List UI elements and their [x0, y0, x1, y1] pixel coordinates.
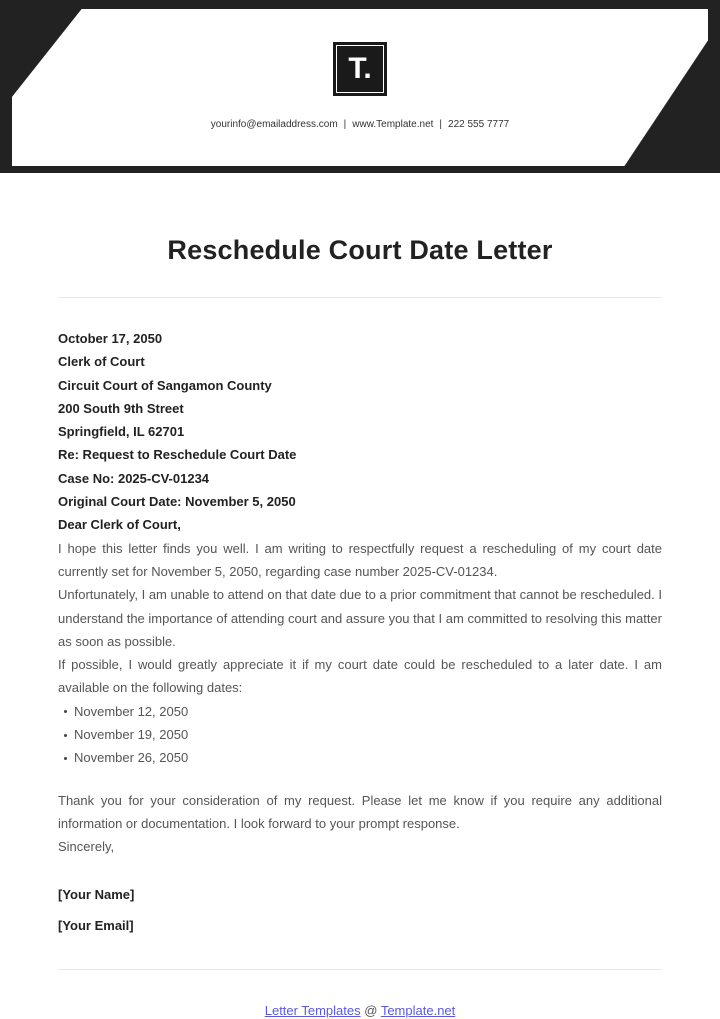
- recipient-name: Clerk of Court: [58, 354, 145, 370]
- list-item: November 19, 2050: [74, 723, 662, 746]
- signature-email: [Your Email]: [58, 917, 134, 933]
- closing: Sincerely,: [58, 839, 115, 855]
- contact-website: www.Template.net: [352, 119, 434, 130]
- page-footer: [0, 1003, 720, 1018]
- contact-email: yourinfo@emailaddress.com: [210, 119, 338, 130]
- paragraph-reason: Unfortunately, I am unable to attend on that date due to a prior commitment that cannot be rescheduled. I understand the importance of attending court and assure you that I am committed to resolving this matter as soon as possible.: [58, 587, 662, 649]
- letter-subject: Re: Request to Reschedule Court Date: [58, 447, 297, 463]
- recipient-city: Springfield, IL 62701: [58, 424, 185, 440]
- footer-at: @: [364, 1003, 378, 1018]
- letterhead: [0, 0, 720, 173]
- letter-body: [58, 327, 662, 937]
- paragraph-intro: I hope this letter finds you well. I am writing to respectfully request a rescheduling of my court date currently set for November 5, 2050, regarding case number 2025-CV-01234.: [58, 540, 662, 579]
- company-logo: [333, 42, 387, 96]
- letter-templates-link[interactable]: Letter Templates: [264, 1003, 361, 1018]
- paragraph-thanks: Thank you for your consideration of my request. Please let me know if you require any additional information or documentation. I look forward to your prompt response.: [58, 792, 662, 831]
- page-title: Reschedule Court Date Letter: [167, 235, 553, 265]
- recipient-street: 200 South 9th Street: [58, 400, 184, 416]
- paragraph-request: If possible, I would greatly appreciate it if my court date could be rescheduled to a later date. I am available on the following dates:: [58, 657, 662, 696]
- original-court-date: Original Court Date: November 5, 2050: [58, 494, 296, 510]
- signature-name: [Your Name]: [58, 886, 135, 902]
- available-dates-list: [58, 700, 662, 770]
- list-item: November 26, 2050: [74, 746, 662, 769]
- template-net-link[interactable]: Template.net: [380, 1003, 456, 1018]
- recipient-court: Circuit Court of Sangamon County: [58, 377, 272, 393]
- case-number: Case No: 2025-CV-01234: [58, 470, 210, 486]
- contact-separator: |: [439, 119, 443, 130]
- contact-phone: 222 555 7777: [448, 119, 510, 130]
- footer-divider: [58, 969, 662, 970]
- letter-date: October 17, 2050: [58, 331, 163, 346]
- contact-separator: |: [343, 119, 347, 130]
- logo-letter: T.: [348, 52, 372, 85]
- contact-info: [0, 119, 720, 130]
- list-item: November 12, 2050: [74, 700, 662, 723]
- title-divider: [58, 297, 662, 298]
- salutation: Dear Clerk of Court,: [58, 517, 181, 533]
